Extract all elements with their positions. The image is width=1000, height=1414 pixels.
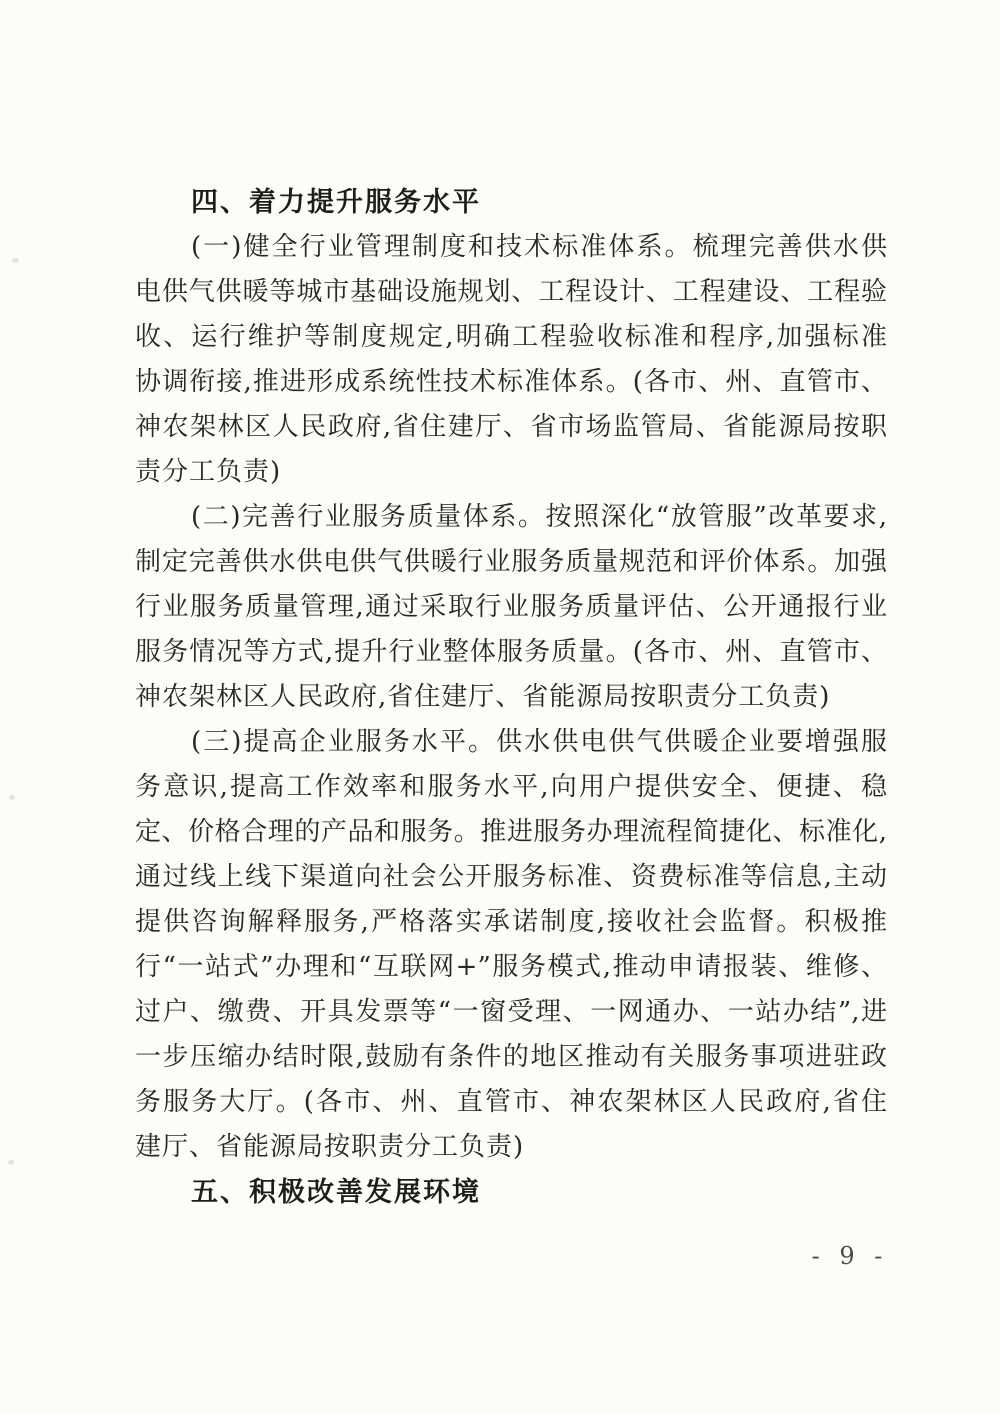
text-line: 责分工负责) [135, 457, 282, 487]
text-line: (一)健全行业管理制度和技术标准体系。梳理完善供水供 [191, 232, 887, 262]
text-line: 服务情况等方式,提升行业整体服务质量。(各市、州、直管市、 [135, 637, 887, 667]
text-line: 建厅、省能源局按职责分工负责) [135, 1132, 525, 1162]
scan-artifact [12, 258, 19, 263]
page-number: - 9 - [811, 1242, 889, 1270]
text-line: 提供咨询解释服务,严格落实承诺制度,接收社会监督。积极推 [135, 907, 887, 937]
text-line: 协调衔接,推进形成系统性技术标准体系。(各市、州、直管市、 [135, 367, 887, 397]
text-line: 通过线上线下渠道向社会公开服务标准、资费标准等信息,主动 [135, 862, 887, 892]
text-line: 务服务大厅。(各市、州、直管市、神农架林区人民政府,省住 [135, 1087, 887, 1117]
text-line: 电供气供暖等城市基础设施规划、工程设计、工程建设、工程验 [135, 277, 887, 307]
text-line: 定、价格合理的产品和服务。推进服务办理流程简捷化、标准化, [135, 817, 887, 847]
text-line: 一步压缩办结时限,鼓励有条件的地区推动有关服务事项进驻政 [135, 1042, 887, 1072]
text-line: 神农架林区人民政府,省住建厅、省市场监管局、省能源局按职 [135, 412, 887, 442]
text-line: 收、运行维护等制度规定,明确工程验收标准和程序,加强标准 [135, 322, 887, 352]
text-line: 务意识,提高工作效率和服务水平,向用户提供安全、便捷、稳 [135, 772, 887, 802]
text-line: 制定完善供水供电供气供暖行业服务质量规范和评价体系。加强 [135, 547, 887, 577]
scan-artifact [9, 795, 15, 800]
section-heading: 四、着力提升服务水平 [191, 187, 481, 218]
section-heading: 五、积极改善发展环境 [191, 1177, 481, 1208]
scan-artifact [8, 1160, 14, 1165]
document-text-block [135, 180, 887, 1215]
text-line: 行“一站式”办理和“互联网+”服务模式,推动申请报装、维修、 [135, 952, 887, 982]
text-line: 过户、缴费、开具发票等“一窗受理、一网通办、一站办结”,进 [135, 997, 887, 1027]
text-line: (二)完善行业服务质量体系。按照深化“放管服”改革要求, [191, 502, 887, 532]
text-line: 行业服务质量管理,通过采取行业服务质量评估、公开通报行业 [135, 592, 887, 622]
text-line: 神农架林区人民政府,省住建厅、省能源局按职责分工负责) [135, 682, 831, 712]
text-line: (三)提高企业服务水平。供水供电供气供暖企业要增强服 [191, 727, 887, 757]
